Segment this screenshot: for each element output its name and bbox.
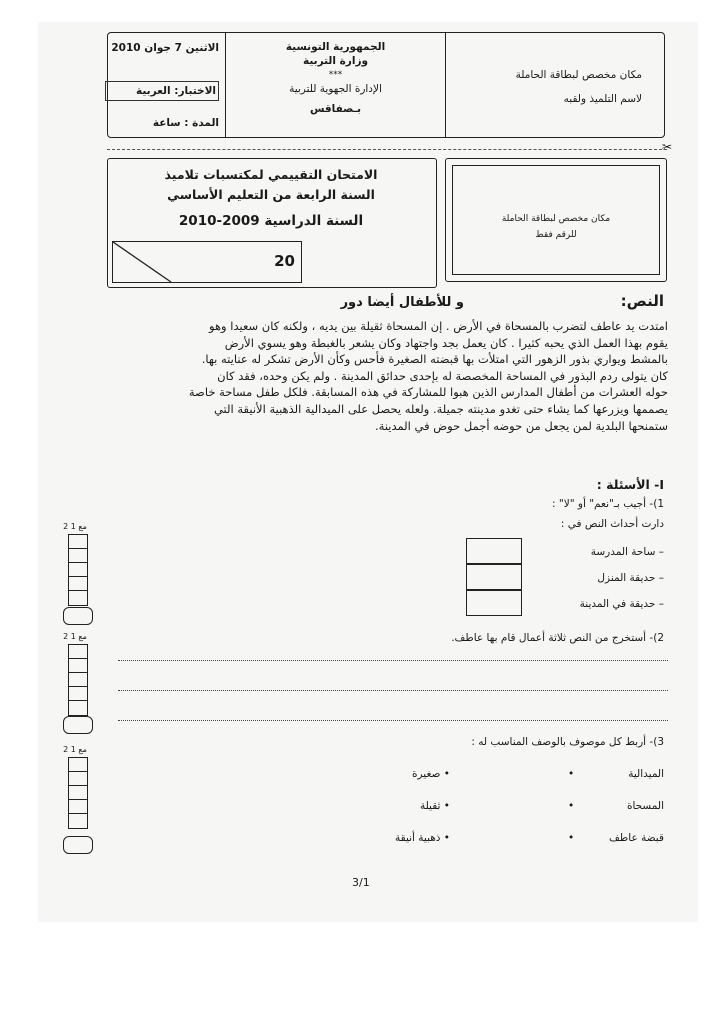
q1-prompt: 1)- أجيب بـ"نعم" أو "لا" : <box>552 498 664 510</box>
q2-answer-line-1[interactable] <box>118 660 668 661</box>
q3-adjective-2[interactable]: • ثقيلة <box>419 800 450 812</box>
q2-answer-line-2[interactable] <box>118 690 668 691</box>
ministry-separator: *** <box>328 70 343 80</box>
q3-prompt: 3)- أربط كل موصوف بالوصف المناسب له : <box>471 736 664 748</box>
q3-adjective-3[interactable]: • ذهبية أنيقة <box>395 832 450 844</box>
score-box <box>112 241 302 283</box>
q1-answer-box-2[interactable] <box>466 564 522 590</box>
text-line: يصممها ويزرعها كما يشاء حتى تغدو مدينته جميلة. ولعله يحصل على الميدالية الذهبية الأنيقة التي <box>213 401 668 416</box>
student-name-cell <box>446 33 664 137</box>
ministry-line-3: الإدارة الجهوية للتربية <box>289 83 382 95</box>
school-year: السنة الدراسية 2009-2010 <box>178 213 364 229</box>
grading-total-3[interactable] <box>63 836 93 854</box>
q3-adjective-1[interactable]: • صغيرة <box>412 768 450 780</box>
q1-answer-box-3[interactable] <box>466 590 522 616</box>
text-line: بالمشط ويواري بذور الزهور التي امتلأت بها قبضته الصغيرة فأحس وكأن الأرض تشكر له عنايته بها. <box>201 352 668 367</box>
grading-total-1[interactable] <box>63 607 93 625</box>
margin-mark-1: مع 1 2 <box>63 522 87 531</box>
q3-dot-2[interactable]: • <box>568 800 575 812</box>
exam-title-line-2: السنة الرابعة من التعليم الأساسي <box>167 187 375 202</box>
q1-answer-box-1[interactable] <box>466 538 522 564</box>
q3-noun-3: قبضة عاطف <box>609 832 664 844</box>
grading-column-3[interactable] <box>68 757 88 829</box>
cut-line <box>107 149 667 150</box>
text-line: حوله العشرات من أطفال المدارس الذين هبوا للمشاركة في هذه المسابقة. فلكل طفل مساحة خاصة <box>188 385 668 400</box>
q1-stem: دارت أحداث النص في : <box>560 518 664 530</box>
q1-option-2: – حديقة المنزل <box>597 572 664 584</box>
text-title: و للأطفال أيضا دور <box>340 295 464 310</box>
header-box <box>107 32 665 138</box>
q2-answer-line-3[interactable] <box>118 720 668 721</box>
scissors-icon: ✂ <box>662 140 673 154</box>
grading-column-2[interactable] <box>68 644 88 716</box>
exam-paper <box>38 22 698 922</box>
page-number: 3/1 <box>352 876 370 889</box>
exam-subject: الاختبار: العربية <box>105 81 219 101</box>
score-total: 20 <box>274 252 295 270</box>
score-diagonal <box>113 242 173 282</box>
q3-dot-3[interactable]: • <box>568 832 575 844</box>
exam-title-line-1: الامتحان التقييمي لمكتسبات تلاميذ <box>164 167 378 182</box>
margin-mark-2: مع 1 2 <box>63 632 87 641</box>
text-line: ستمنحها البلدية لمن يجعل من حوضه أجمل حوض في المدينة. <box>375 418 668 433</box>
margin-mark-3: مع 1 2 <box>63 745 87 754</box>
code-label-1: مكان مخصص لبطاقة الحاملة <box>501 214 611 224</box>
exam-date: الاثنين 7 جوان 2010 <box>111 42 219 54</box>
text-line: امتدت يد عاطف لتضرب بالمسحاة في الأرض . إن المسحاة ثقيلة بين يديه ، ولكنه كان سعيدا وهو <box>209 319 668 333</box>
q3-dot-1[interactable]: • <box>568 768 575 780</box>
questions-heading: I- الأسئلة : <box>596 477 664 492</box>
ministry-cell <box>226 33 446 137</box>
q3-noun-1: الميدالية <box>628 768 664 780</box>
text-line: كان يتولى ردم البذور في المساحة المخصصة له بإحدى حدائق المدينة . ولم يكن وحده، فقد كان <box>217 368 668 383</box>
ministry-line-4: بـصفاقس <box>309 103 362 115</box>
student-name-label-2: لاسم التلميذ ولقبه <box>563 93 642 105</box>
grading-total-2[interactable] <box>63 716 93 734</box>
text-label: النص: <box>620 292 664 310</box>
text-body <box>118 318 668 434</box>
code-label-2: للرقم فقط <box>535 230 577 240</box>
q1-option-1: – ساحة المدرسة <box>590 546 664 558</box>
grading-column-1[interactable] <box>68 534 88 606</box>
student-name-label-1: مكان مخصص لبطاقة الحاملة <box>515 69 642 81</box>
q1-option-3: – حديقة في المدينة <box>579 598 664 610</box>
exam-title-box <box>107 158 437 288</box>
q3-noun-2: المسحاة <box>626 800 664 812</box>
exam-duration: المدة : ساعة <box>152 117 219 129</box>
ministry-line-2: وزارة التربية <box>302 55 369 67</box>
text-line: يقوم بهذا العمل الذي يحبه كثيرا . كان يعمل بجد واجتهاد وكان يشعر بالغبطة وهو يسوي الأرض <box>224 335 668 350</box>
ministry-line-1: الجمهورية التونسية <box>285 41 386 53</box>
code-inner <box>452 165 660 275</box>
header-left-cell <box>108 33 226 137</box>
q2-prompt: 2)- أستخرج من النص ثلاثة أعمال قام بها عاطف. <box>451 632 664 644</box>
code-box <box>445 158 667 282</box>
